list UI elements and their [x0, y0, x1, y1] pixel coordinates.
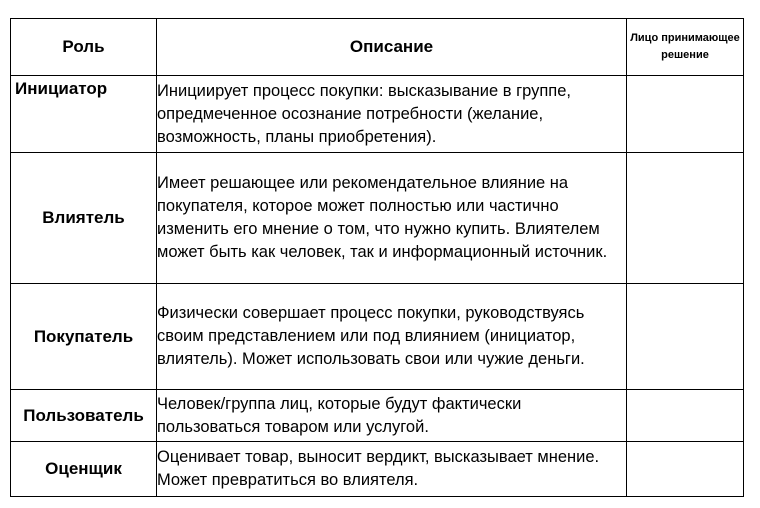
table-row	[11, 76, 744, 153]
description-cell: Физически совершает процесс покупки, руководствуясь своим представлением или под влиянием (инициатор, влиятель). Может использовать свои или чужие деньги.	[157, 284, 627, 390]
description-cell: Имеет решающее или рекомендательное влияние на покупателя, которое может полностью или частично изменить его мнение о том, что нужно купить. Влиятелем может быть как человек, так и информационный источник.	[157, 153, 627, 284]
description-cell: Инициирует процесс покупки: высказывание в группе, опредмеченное осознание потребности (желание, возможность, планы приобретения).	[157, 76, 627, 153]
table-header-row	[11, 19, 744, 76]
table-row	[11, 390, 744, 442]
table-row	[11, 153, 744, 284]
description-cell: Человек/группа лиц, которые будут фактически пользоваться товаром или услугой.	[157, 390, 627, 442]
role-cell: Покупатель	[11, 284, 157, 390]
decision-maker-cell	[627, 442, 744, 497]
header-decision-maker: Лицо принимающее решение	[627, 19, 744, 76]
description-cell: Оценивает товар, выносит вердикт, высказывает мнение. Может превратиться во влиятеля.	[157, 442, 627, 497]
table-row	[11, 442, 744, 497]
role-cell: Оценщик	[11, 442, 157, 497]
roles-table	[10, 18, 744, 497]
decision-maker-cell	[627, 284, 744, 390]
header-description: Описание	[157, 19, 627, 76]
role-cell: Пользователь	[11, 390, 157, 442]
decision-maker-cell	[627, 390, 744, 442]
table-row	[11, 284, 744, 390]
decision-maker-cell	[627, 153, 744, 284]
decision-maker-cell	[627, 76, 744, 153]
role-cell: Влиятель	[11, 153, 157, 284]
header-role: Роль	[11, 19, 157, 76]
role-cell: Инициатор	[11, 76, 157, 153]
